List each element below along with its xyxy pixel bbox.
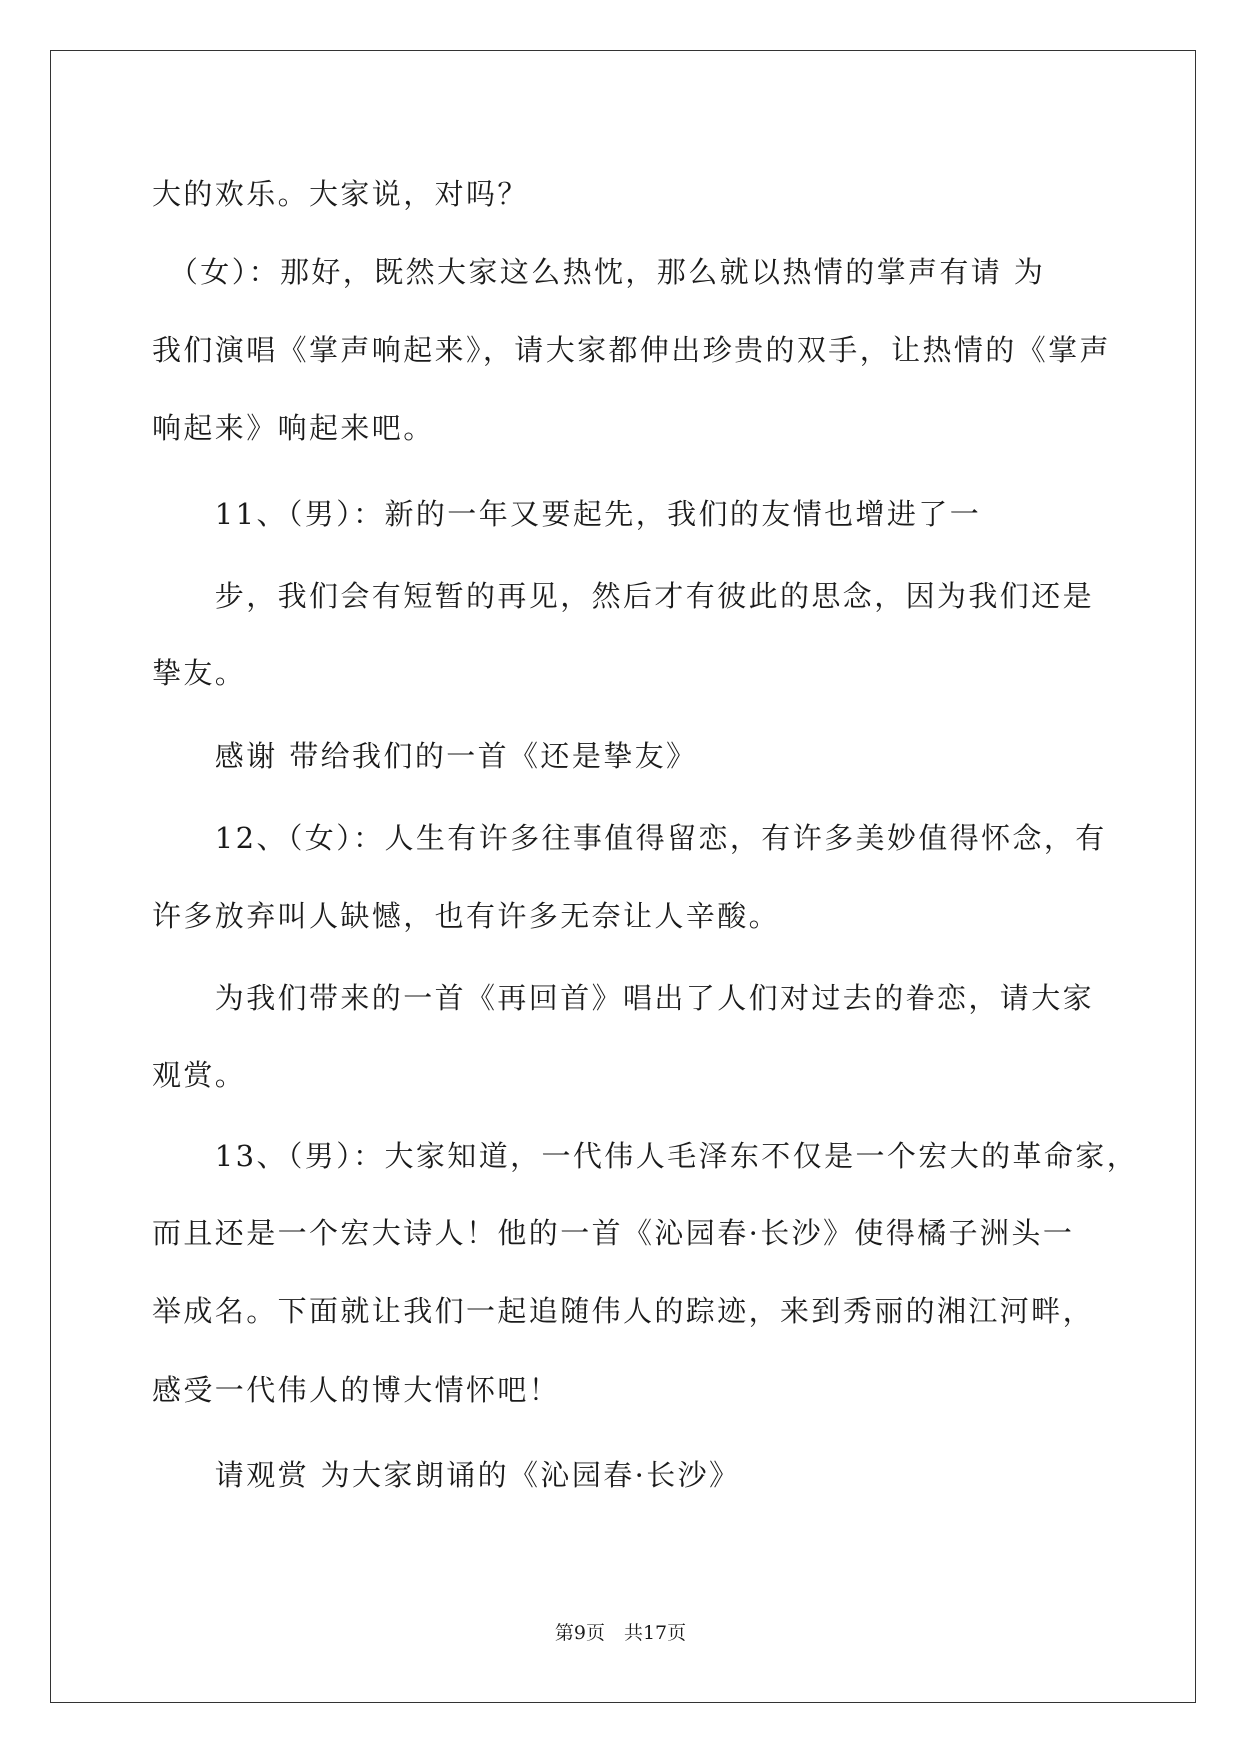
text-line: 13、（男）：大家知道，一代伟人毛泽东不仅是一个宏大的革命家， xyxy=(152,1139,1139,1173)
text-line: 响起来》响起来吧。 xyxy=(152,411,435,445)
text-line: 挚友。 xyxy=(152,656,247,690)
text-line: 感谢 带给我们的一首《还是挚友》 xyxy=(152,739,698,773)
text-line: 11、（男）：新的一年又要起先，我们的友情也增进了一 xyxy=(152,497,982,531)
text-line: 观赏。 xyxy=(152,1058,247,1092)
text-line: 步，我们会有短暂的再见，然后才有彼此的思念，因为我们还是 xyxy=(152,579,1095,613)
text-line: 请观赏 为大家朗诵的《沁园春·长沙》 xyxy=(152,1458,741,1492)
text-line: 而且还是一个宏大诗人！他的一首《沁园春·长沙》使得橘子洲头一 xyxy=(152,1216,1075,1250)
text-line: 12、（女）：人生有许多往事值得留恋，有许多美妙值得怀念，有 xyxy=(152,821,1107,855)
text-line: 我们演唱《掌声响起来》，请大家都伸出珍贵的双手，让热情的《掌声 xyxy=(152,333,1111,367)
text-line: 许多放弃叫人缺憾，也有许多无奈让人辛酸。 xyxy=(152,899,781,933)
text-line: 举成名。下面就让我们一起追随伟人的踪迹，来到秀丽的湘江河畔， xyxy=(152,1294,1095,1328)
text-line: 为我们带来的一首《再回首》唱出了人们对过去的眷恋，请大家 xyxy=(152,981,1095,1015)
text-line: （女）：那好，既然大家这么热忱，那么就以热情的掌声有请 为 xyxy=(152,255,1046,289)
text-line: 感受一代伟人的博大情怀吧！ xyxy=(152,1373,561,1407)
text-line: 大的欢乐。大家说，对吗？ xyxy=(152,177,529,211)
page-footer: 第9页 共17页 xyxy=(554,1622,687,1644)
